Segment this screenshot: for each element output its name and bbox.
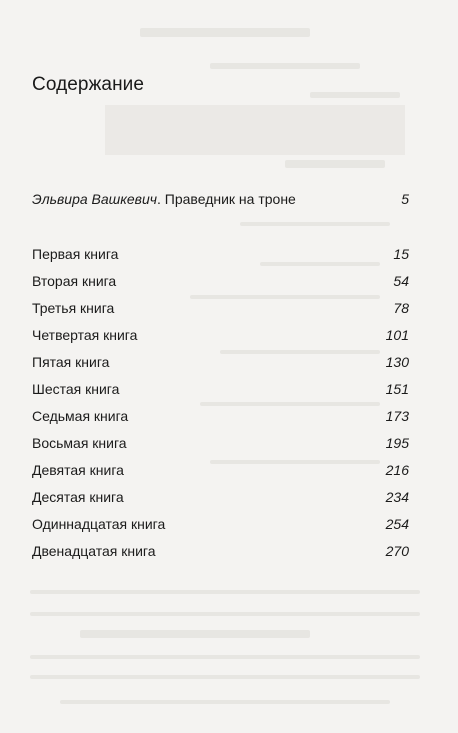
toc-entry-title: Восьмая книга xyxy=(32,435,127,451)
toc-page-number: 195 xyxy=(385,435,409,451)
toc-entry-title: Первая книга xyxy=(32,246,119,262)
toc-page-number: 54 xyxy=(393,273,409,289)
toc-entry xyxy=(32,514,409,534)
toc-entry-title: Одиннадцатая книга xyxy=(32,516,166,532)
toc-page-number: 151 xyxy=(385,381,409,397)
toc-entry-intro xyxy=(32,189,409,209)
author-name: Эльвира Вашкевич xyxy=(32,191,158,207)
toc-page-number: 234 xyxy=(385,489,409,505)
toc-entry-title: Пятая книга xyxy=(32,354,110,370)
intro-title: Праведник на троне xyxy=(164,191,296,207)
toc-page-number: 5 xyxy=(401,191,409,207)
toc-entry-title xyxy=(32,189,296,209)
toc-entry xyxy=(32,460,409,480)
toc-entry xyxy=(32,487,409,507)
toc-entry-title: Седьмая книга xyxy=(32,408,129,424)
toc-page-number: 216 xyxy=(385,462,409,478)
toc-entry xyxy=(32,406,409,426)
page-title: Содержание xyxy=(32,74,145,95)
toc-entry xyxy=(32,352,409,372)
toc-entry xyxy=(32,244,409,264)
toc-entry xyxy=(32,541,409,561)
toc-page-number: 130 xyxy=(385,354,409,370)
toc-entry xyxy=(32,298,409,318)
toc-entry-title: Десятая книга xyxy=(32,489,124,505)
toc-page-number: 101 xyxy=(385,327,409,343)
toc-entry-title: Двенадцатая книга xyxy=(32,543,156,559)
toc-page-number: 270 xyxy=(385,543,409,559)
toc-entry-title: Вторая книга xyxy=(32,273,117,289)
toc-page-number: 173 xyxy=(385,408,409,424)
toc-page-number: 254 xyxy=(385,516,409,532)
toc-entry-title: Девятая книга xyxy=(32,462,124,478)
title-separator: . xyxy=(157,191,165,207)
toc-entry xyxy=(32,271,409,291)
toc-entry-title: Четвертая книга xyxy=(32,327,138,343)
toc-entry xyxy=(32,379,409,399)
toc-entry xyxy=(32,325,409,345)
toc-page-number: 78 xyxy=(393,300,409,316)
toc-entry-title: Шестая книга xyxy=(32,381,120,397)
toc-entry xyxy=(32,433,409,453)
toc-page-number: 15 xyxy=(393,246,409,262)
toc-entry-title: Третья книга xyxy=(32,300,115,316)
